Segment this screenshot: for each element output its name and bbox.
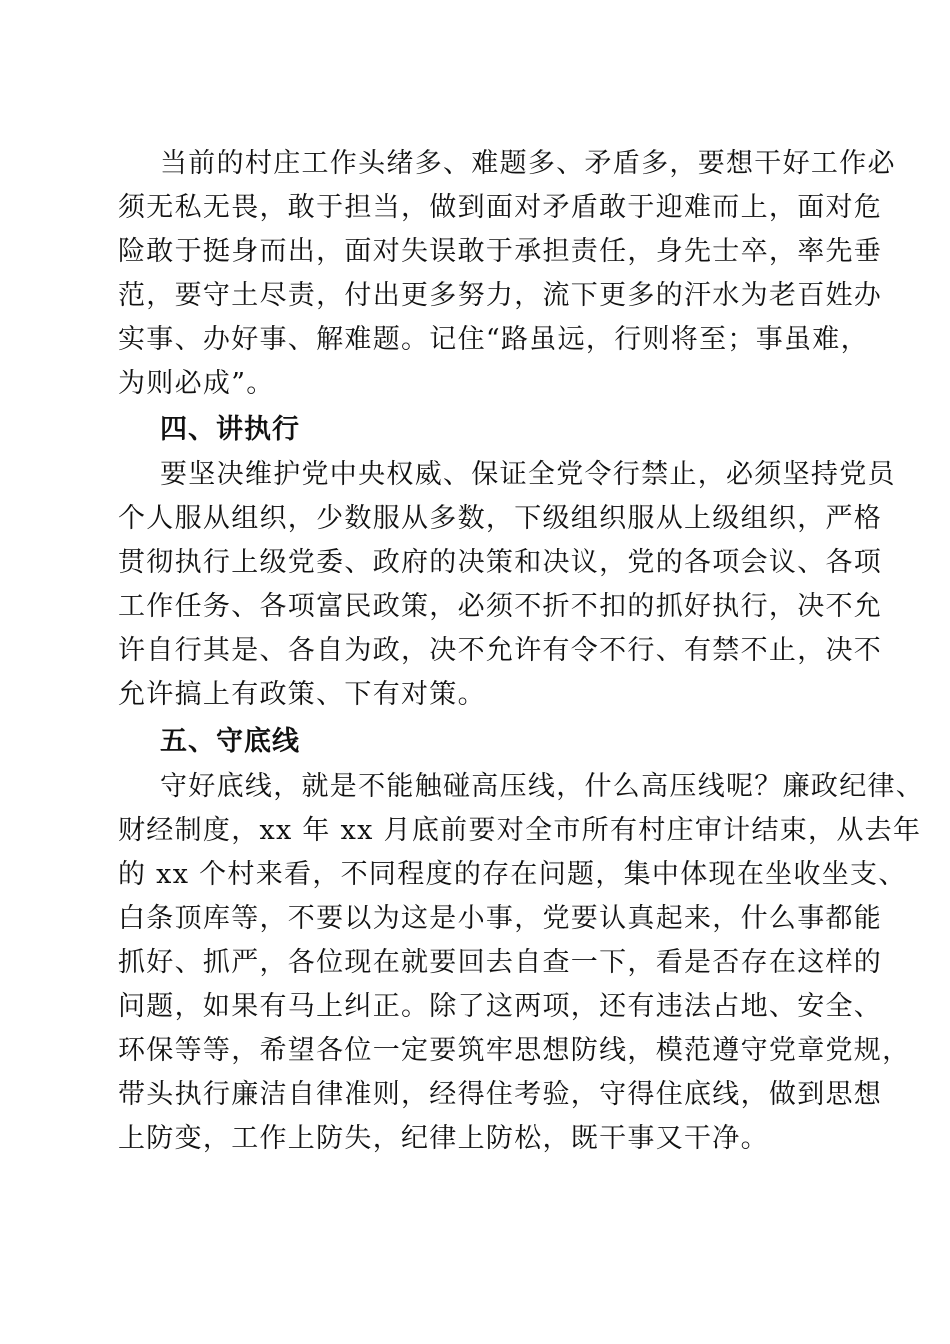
paragraph-line: 范，要守土尽责，付出更多努力，流下更多的汗水为老百姓办 <box>118 280 883 311</box>
paragraph-line: 为则必成”。 <box>118 368 275 399</box>
paragraph-line: 实事、办好事、解难题。记住“路虽远，行则将至；事虽难， <box>118 324 869 355</box>
paragraph-line: 财经制度，xx 年 xx 月底前要对全市所有村庄审计结束，从去年 <box>118 815 922 846</box>
paragraph-line: 工作任务、各项富民政策，必须不折不扣的抓好执行，决不允 <box>118 591 883 622</box>
paragraph-line: 当前的村庄工作头绪多、难题多、矛盾多，要想干好工作必 <box>160 148 896 179</box>
paragraph-line: 要坚决维护党中央权威、保证全党令行禁止，必须坚持党员 <box>160 459 896 490</box>
paragraph-line: 白条顶库等，不要以为这是小事，党要认真起来，什么事都能 <box>118 903 883 934</box>
paragraph-line: 须无私无畏，敢于担当，做到面对矛盾敢于迎难而上，面对危 <box>118 192 883 223</box>
paragraph-line: 带头执行廉洁自律准则，经得住考验，守得住底线，做到思想 <box>118 1079 883 1110</box>
paragraph-line: 问题，如果有马上纠正。除了这两项，还有违法占地、安全、 <box>118 991 883 1022</box>
paragraph-line: 抓好、抓严，各位现在就要回去自查一下，看是否存在这样的 <box>118 947 883 978</box>
paragraph-line: 上防变，工作上防失，纪律上防松，既干事又干净。 <box>118 1123 769 1154</box>
paragraph-line: 的 xx 个村来看，不同程度的存在问题，集中体现在坐收坐支、 <box>118 859 907 890</box>
paragraph-line: 险敢于挺身而出，面对失误敢于承担责任，身先士卒，率先垂 <box>118 236 883 267</box>
paragraph-line: 许自行其是、各自为政，决不允许有令不行、有禁不止，决不 <box>118 635 883 666</box>
paragraph-line: 允许搞上有政策、下有对策。 <box>118 679 486 710</box>
section-heading-bottom-line: 五、守底线 <box>160 726 300 757</box>
paragraph-line: 个人服从组织，少数服从多数，下级组织服从上级组织，严格 <box>118 503 883 534</box>
paragraph-line: 守好底线，就是不能触碰高压线，什么高压线呢？廉政纪律、 <box>160 771 925 802</box>
paragraph-line: 环保等等，希望各位一定要筑牢思想防线，模范遵守党章党规， <box>118 1035 911 1066</box>
paragraph-line: 贯彻执行上级党委、政府的决策和决议，党的各项会议、各项 <box>118 547 883 578</box>
section-heading-execution: 四、讲执行 <box>160 414 300 445</box>
